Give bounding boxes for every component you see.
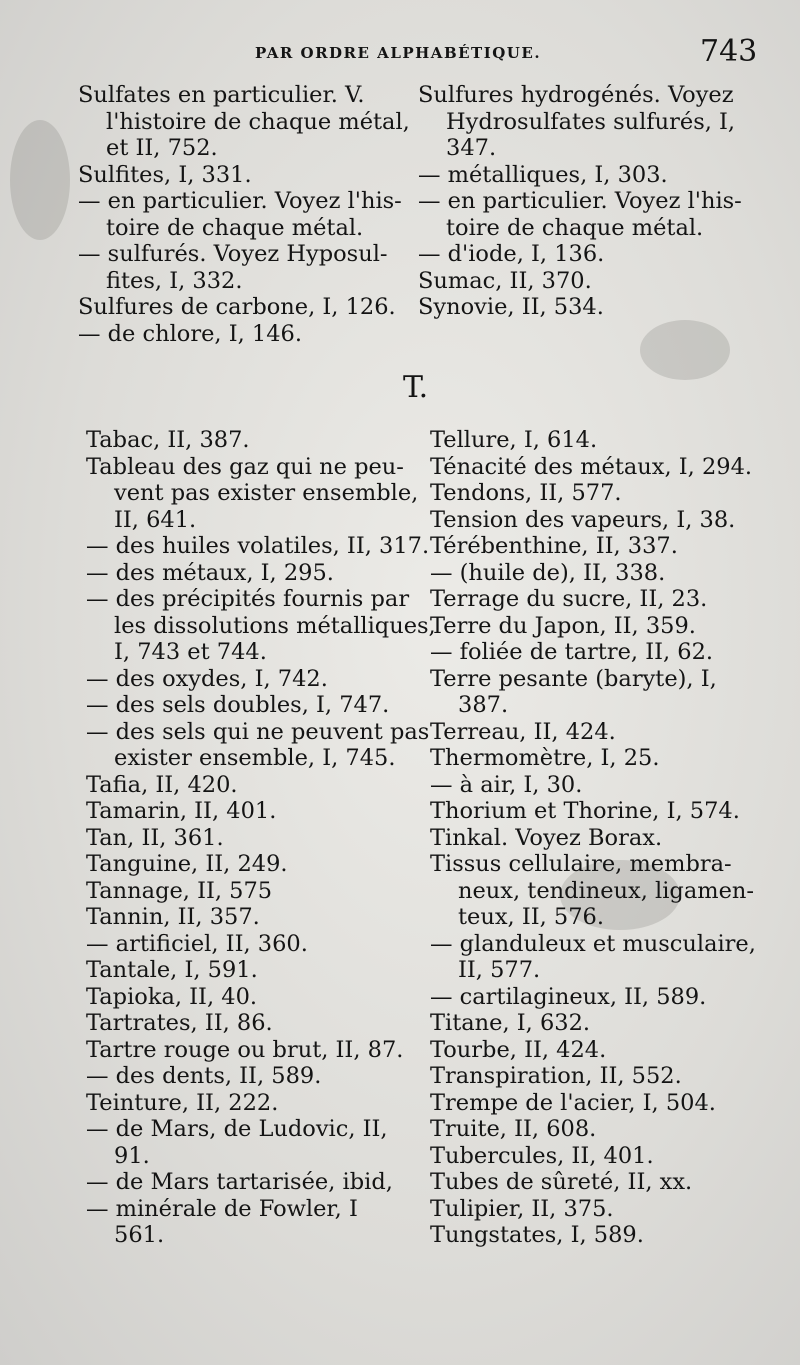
index-entry: Tungstates, I, 589. bbox=[430, 1222, 644, 1248]
paper-stain bbox=[10, 120, 70, 240]
index-entry: I, 743 et 744. bbox=[114, 639, 267, 665]
index-entry: Tendons, II, 577. bbox=[430, 480, 622, 506]
index-entry: toire de chaque métal. bbox=[106, 214, 364, 241]
index-entry: Tissus cellulaire, membra- bbox=[430, 851, 732, 877]
index-entry: Tabac, II, 387. bbox=[86, 427, 250, 453]
index-entry: Truite, II, 608. bbox=[430, 1116, 597, 1142]
index-entry: — en particulier. Voyez l'his- bbox=[418, 188, 742, 214]
index-entry: 347. bbox=[446, 135, 497, 161]
running-title: PAR ORDRE ALPHABÉTIQUE. bbox=[255, 44, 542, 62]
index-entry: 387. bbox=[458, 692, 509, 718]
index-entry: les dissolutions métalliques, bbox=[114, 612, 436, 639]
index-entry: — de Mars tartarisée, ibid, bbox=[86, 1169, 393, 1195]
index-entry: — des dents, II, 589. bbox=[86, 1063, 322, 1089]
index-entry: — cartilagineux, II, 589. bbox=[430, 983, 707, 1010]
index-entry: et II, 752. bbox=[106, 135, 218, 161]
index-entry: Sulfures de carbone, I, 126. bbox=[78, 294, 396, 320]
index-entry: Tannage, II, 575 bbox=[86, 877, 273, 904]
index-entry: Tinkal. Voyez Borax. bbox=[430, 824, 663, 851]
index-entry: Teinture, II, 222. bbox=[86, 1089, 279, 1116]
index-entry: II, 577. bbox=[458, 957, 541, 983]
index-entry: — des sels qui ne peuvent pas bbox=[86, 718, 430, 745]
index-entry: teux, II, 576. bbox=[458, 904, 605, 930]
index-column-bottom-left bbox=[86, 427, 436, 1249]
index-entry: Sulfites, I, 331. bbox=[78, 161, 252, 188]
section-letter: T. bbox=[403, 370, 429, 405]
index-entry: — des métaux, I, 295. bbox=[86, 559, 334, 586]
index-entry: Tourbe, II, 424. bbox=[430, 1036, 607, 1063]
index-entry: — en particulier. Voyez l'his- bbox=[78, 188, 402, 214]
index-entry: Trempe de l'acier, I, 504. bbox=[430, 1089, 716, 1116]
index-entry: — (huile de), II, 338. bbox=[430, 559, 666, 586]
index-entry: Tanguine, II, 249. bbox=[86, 851, 288, 877]
index-entry: exister ensemble, I, 745. bbox=[114, 745, 396, 771]
index-entry: — des sels doubles, I, 747. bbox=[86, 692, 390, 718]
index-entry: — à air, I, 30. bbox=[430, 771, 583, 798]
index-entry: Sulfures hydrogénés. Voyez bbox=[418, 82, 734, 108]
index-entry: Tartre rouge ou brut, II, 87. bbox=[86, 1036, 404, 1063]
index-entry: Sulfates en particulier. V. bbox=[78, 82, 365, 108]
page-number: 743 bbox=[700, 34, 758, 69]
index-entry: Tamarin, II, 401. bbox=[86, 798, 277, 824]
index-entry: Tubercules, II, 401. bbox=[430, 1142, 654, 1169]
index-entry: Tellure, I, 614. bbox=[430, 427, 598, 453]
index-entry: l'histoire de chaque métal, bbox=[106, 108, 410, 135]
index-entry: vent pas exister ensemble, bbox=[114, 480, 419, 506]
index-entry: 91. bbox=[114, 1142, 150, 1169]
index-entry: Synovie, II, 534. bbox=[418, 294, 604, 320]
index-entry: Sumac, II, 370. bbox=[418, 267, 592, 294]
index-entry: fites, I, 332. bbox=[106, 267, 243, 294]
index-entry: — des huiles volatiles, II, 317. bbox=[86, 533, 430, 559]
index-entry: Ténacité des métaux, I, 294. bbox=[430, 453, 753, 480]
index-entry: Thermomètre, I, 25. bbox=[430, 745, 660, 771]
index-entry: Terre du Japon, II, 359. bbox=[430, 612, 696, 639]
index-entry: Terre pesante (baryte), I, bbox=[430, 665, 717, 692]
index-entry: — d'iode, I, 136. bbox=[418, 241, 605, 267]
index-entry: Tableau des gaz qui ne peu- bbox=[86, 453, 404, 480]
index-entry: — de Mars, de Ludovic, II, bbox=[86, 1116, 388, 1142]
index-entry: — métalliques, I, 303. bbox=[418, 161, 668, 188]
index-entry: — des précipités fournis par bbox=[86, 586, 410, 612]
index-entry: Tulipier, II, 375. bbox=[430, 1195, 614, 1222]
index-entry: Tapioka, II, 40. bbox=[86, 983, 258, 1010]
index-entry: Terreau, II, 424. bbox=[430, 718, 616, 745]
index-entry: II, 641. bbox=[114, 506, 197, 533]
index-entry: Tartrates, II, 86. bbox=[86, 1010, 273, 1036]
index-entry: Tafia, II, 420. bbox=[86, 771, 238, 798]
index-entry: Titane, I, 632. bbox=[430, 1010, 591, 1036]
index-entry: Tantale, I, 591. bbox=[86, 957, 258, 983]
index-entry: Transpiration, II, 552. bbox=[430, 1063, 682, 1089]
index-entry: Terrage du sucre, II, 23. bbox=[430, 586, 708, 612]
index-column-top-right bbox=[418, 82, 742, 321]
index-entry: toire de chaque métal. bbox=[446, 214, 704, 241]
index-entry: — de chlore, I, 146. bbox=[78, 320, 303, 347]
index-entry: — sulfurés. Voyez Hyposul- bbox=[78, 241, 388, 267]
index-entry: Tension des vapeurs, I, 38. bbox=[430, 506, 736, 533]
index-entry: Térébenthine, II, 337. bbox=[430, 533, 678, 559]
running-head bbox=[0, 34, 800, 78]
index-entry: Tubes de sûreté, II, xx. bbox=[430, 1169, 693, 1195]
index-entry: — foliée de tartre, II, 62. bbox=[430, 639, 714, 665]
index-entry: Thorium et Thorine, I, 574. bbox=[430, 798, 740, 824]
paper-stain bbox=[640, 320, 730, 380]
index-entry: — minérale de Fowler, I bbox=[86, 1195, 358, 1222]
index-entry: neux, tendineux, ligamen- bbox=[458, 877, 754, 904]
index-entry: — glanduleux et musculaire, bbox=[430, 930, 756, 957]
index-column-bottom-right bbox=[430, 427, 756, 1249]
index-entry: — des oxydes, I, 742. bbox=[86, 665, 328, 692]
index-entry: Tan, II, 361. bbox=[86, 824, 224, 851]
index-entry: 561. bbox=[114, 1222, 165, 1248]
index-entry: — artificiel, II, 360. bbox=[86, 930, 308, 957]
index-entry: Tannin, II, 357. bbox=[86, 904, 260, 930]
index-column-top-left bbox=[78, 82, 410, 347]
index-entry: Hydrosulfates sulfurés, I, bbox=[446, 108, 736, 135]
